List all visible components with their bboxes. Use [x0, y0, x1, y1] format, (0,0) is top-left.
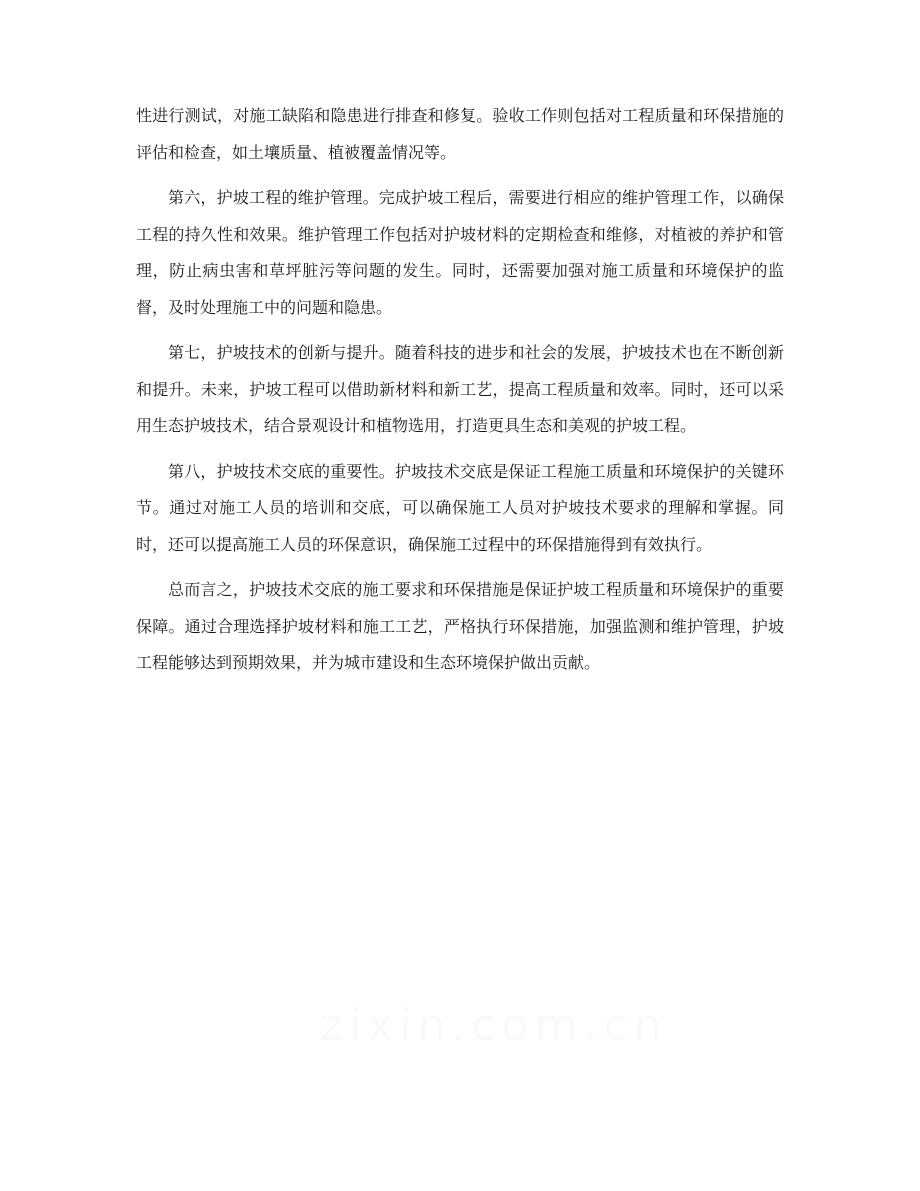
paragraph-section-six: 第六，护坡工程的维护管理。完成护坡工程后，需要进行相应的维护管理工作，以确保工程的持久性和效果。维护管理工作包括对护坡材料的定期检查和维修，对植被的养护和管理，防止病虫害和草坪脏污等问题的发生。同时，还需要加强对施工质量和环境保护的监督，及时处理施工中的问题和隐患。: [136, 188, 784, 317]
paragraph-section-seven: 第七，护坡技术的创新与提升。随着科技的进步和社会的发展，护坡技术也在不断创新和提升。未来，护坡工程可以借助新材料和新工艺，提高工程质量和效率。同时，还可以采用生态护坡技术，结合景观设计和植物选用，打造更具生态和美观的护坡工程。: [136, 343, 784, 435]
paragraph-continuation: 性进行测试，对施工缺陷和隐患进行排查和修复。验收工作则包括对工程质量和环保措施的评估和检查，如土壤质量、植被覆盖情况等。: [136, 106, 784, 162]
watermark: zixin.com.cn: [320, 1000, 668, 1051]
paragraph-conclusion: 总而言之，护坡技术交底的施工要求和环保措施是保证护坡工程质量和环境保护的重要保障。通过合理选择护坡材料和施工工艺，严格执行环保措施，加强监测和维护管理，护坡工程能够达到预期效果，并为城市建设和生态环境保护做出贡献。: [136, 580, 784, 672]
paragraph-section-eight: 第八，护坡技术交底的重要性。护坡技术交底是保证工程施工质量和环境保护的关键环节。通过对施工人员的培训和交底，可以确保施工人员对护坡技术要求的理解和掌握。同时，还可以提高施工人员的环保意识，确保施工过程中的环保措施得到有效执行。: [136, 461, 784, 554]
document-body: [136, 98, 784, 691]
